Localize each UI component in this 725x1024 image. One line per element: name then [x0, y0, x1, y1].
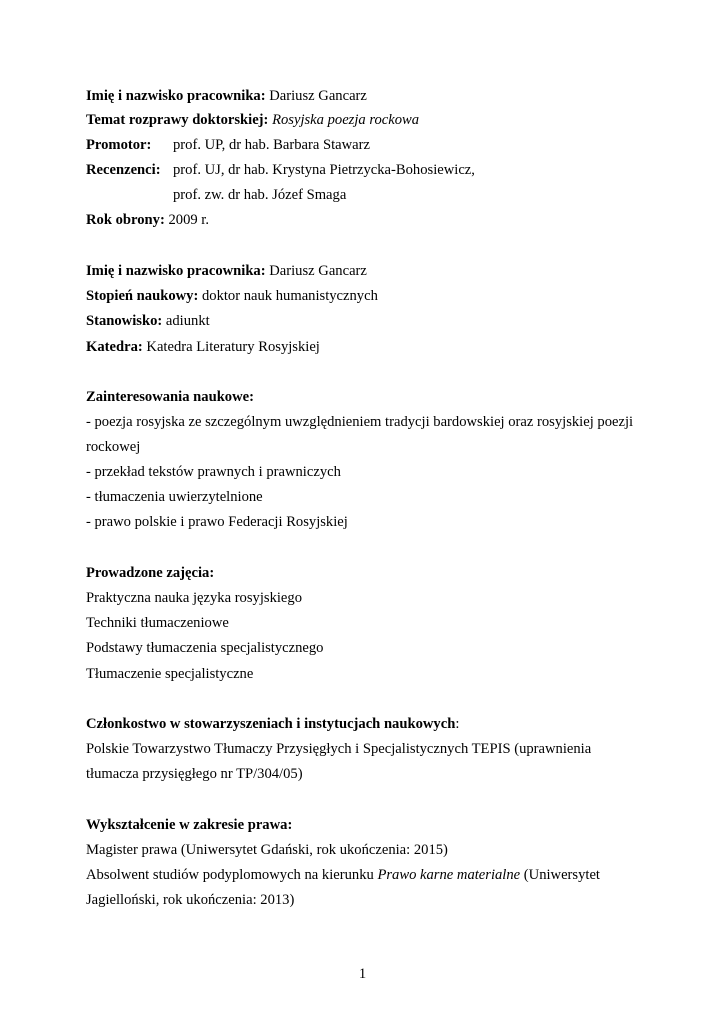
- interest-item: rockowej: [86, 439, 141, 455]
- membership-line: tłumacza przysięgłego nr TP/304/05): [86, 766, 303, 782]
- reviewer-1: prof. UJ, dr hab. Krystyna Pietrzycka-Bohosiewicz,: [173, 162, 475, 178]
- education-line-3: Jagielloński, rok ukończenia: 2013): [86, 892, 295, 908]
- employee-name-value: Dariusz Gancarz: [269, 88, 367, 104]
- thesis-line: [86, 111, 419, 129]
- employee-name-line: [86, 87, 367, 105]
- class-item: Podstawy tłumaczenia specjalistycznego: [86, 640, 324, 656]
- promoter-value: prof. UP, dr hab. Barbara Stawarz: [173, 137, 370, 153]
- department-value: Katedra Literatury Rosyjskiej: [146, 339, 320, 355]
- defense-line: [86, 211, 209, 229]
- employee-name-label: Imię i nazwisko pracownika:: [86, 88, 266, 104]
- class-item: Praktyczna nauka języka rosyjskiego: [86, 590, 302, 606]
- membership-line: Polskie Towarzystwo Tłumaczy Przysięgłych i Specjalistycznych TEPIS (uprawnienia: [86, 741, 592, 757]
- department-label: Katedra:: [86, 339, 143, 355]
- defense-label: Rok obrony:: [86, 212, 165, 228]
- education-line-2: Absolwent studiów podyplomowych na kierunku Prawo karne materialne (Uniwersytet: [86, 867, 600, 883]
- thesis-label: Temat rozprawy doktorskiej:: [86, 112, 269, 128]
- program-name: Prawo karne materialne: [377, 867, 521, 883]
- defense-value: 2009 r.: [168, 212, 210, 228]
- promoter-label: Promotor:: [86, 137, 152, 153]
- reviewers-line: [86, 161, 475, 179]
- reviewers-label: Recenzenci:: [86, 162, 161, 178]
- promoter-line: [86, 136, 370, 154]
- education-line-1: Magister prawa (Uniwersytet Gdański, rok ukończenia: 2015): [86, 842, 448, 858]
- employee-name-line-2: [86, 262, 367, 280]
- interests-heading: Zainteresowania naukowe:: [86, 389, 254, 405]
- membership-heading: Członkostwo w stowarzyszeniach i instytucjach naukowych:: [86, 716, 460, 732]
- education-heading: Wykształcenie w zakresie prawa:: [86, 817, 293, 833]
- degree-label: Stopień naukowy:: [86, 288, 199, 304]
- interest-item: - tłumaczenia uwierzytelnione: [86, 489, 263, 505]
- interest-item: - poezja rosyjska ze szczególnym uwzględnieniem tradycji bardowskiej oraz rosyjskiej poezji: [86, 414, 634, 430]
- interest-item: - prawo polskie i prawo Federacji Rosyjskiej: [86, 514, 348, 530]
- position-label: Stanowisko:: [86, 313, 163, 329]
- position-value: adiunkt: [165, 313, 210, 329]
- department-line: [86, 338, 320, 356]
- thesis-value: Rosyjska poezja rockowa: [272, 112, 420, 128]
- interest-item: - przekład tekstów prawnych i prawniczych: [86, 464, 341, 480]
- class-item: Techniki tłumaczeniowe: [86, 615, 229, 631]
- reviewer-2: prof. zw. dr hab. Józef Smaga: [173, 187, 347, 203]
- page-number: 1: [358, 966, 367, 982]
- classes-heading: Prowadzone zajęcia:: [86, 565, 215, 581]
- employee-name-label-2: Imię i nazwisko pracownika:: [86, 263, 266, 279]
- class-item: Tłumaczenie specjalistyczne: [86, 666, 254, 682]
- degree-value: doktor nauk humanistycznych: [201, 288, 378, 304]
- degree-line: [86, 287, 378, 305]
- position-line: [86, 312, 210, 330]
- employee-name-value-2: Dariusz Gancarz: [269, 263, 367, 279]
